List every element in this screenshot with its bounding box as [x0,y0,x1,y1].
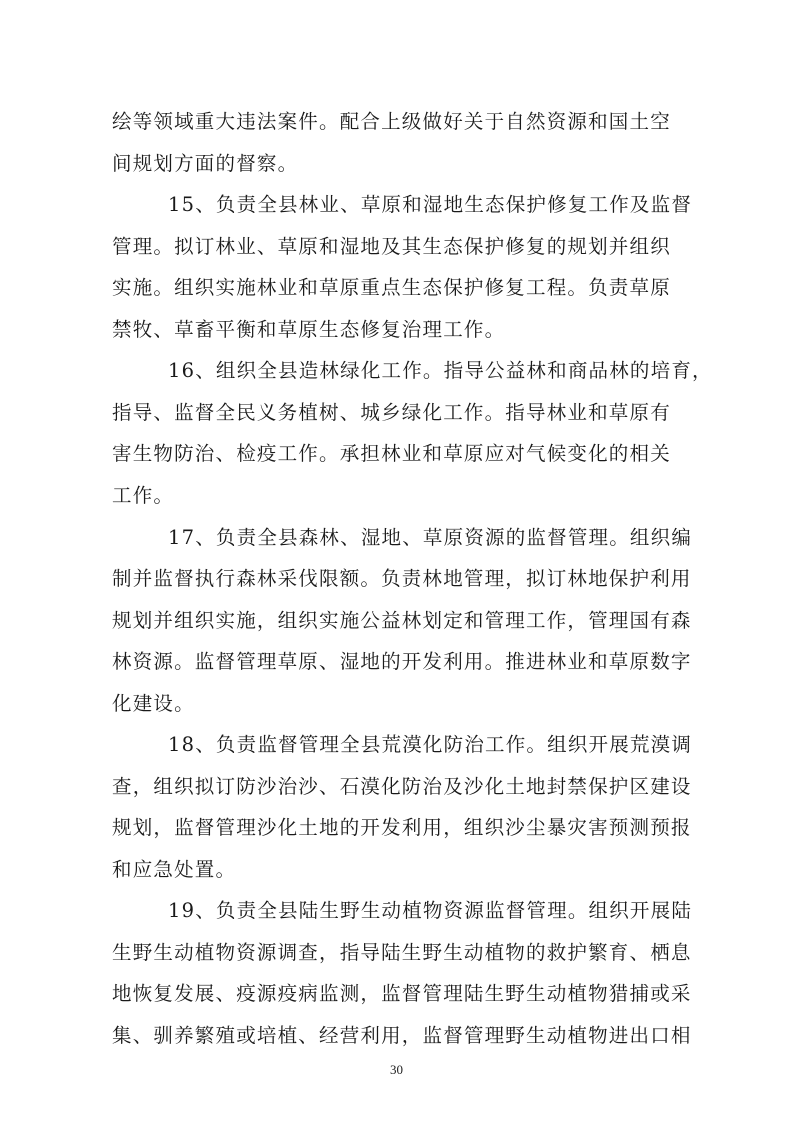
text-line: 地恢复发展、疫源疫病监测，监督管理陆生野生动植物猎捕或采 [112,982,692,1005]
page-number: 30 [390,1062,403,1077]
paragraph-18-first-line: 18、负责监督管理全县荒漠化防治工作。组织开展荒漠调 [168,733,693,756]
text-line: 工作。 [112,484,175,507]
text-line: 绘等领域重大违法案件。配合上级做好关于自然资源和国土空 [112,110,671,133]
text-line: 间规划方面的督察。 [112,152,299,175]
text-line: 查，组织拟订防沙治沙、石漠化防治及沙化土地封禁保护区建设 [112,775,692,798]
paragraph-15-first-line: 15、负责全县林业、草原和湿地生态保护修复工作及监督 [168,193,693,216]
text-line: 规划，监督管理沙化土地的开发利用，组织沙尘暴灾害预测预报 [112,816,692,839]
text-line: 害生物防治、检疫工作。承担林业和草原应对气候变化的相关 [112,442,671,465]
text-line: 管理。拟订林业、草原和湿地及其生态保护修复的规划并组织 [112,235,671,258]
paragraph-17-first-line: 17、负责全县森林、湿地、草原资源的监督管理。组织编 [168,526,693,549]
text-line: 林资源。监督管理草原、湿地的开发利用。推进林业和草原数字 [112,650,692,673]
text-line: 和应急处置。 [112,858,237,881]
paragraph-19-first-line: 19、负责全县陆生野生动植物资源监督管理。组织开展陆 [168,899,693,922]
text-line: 集、驯养繁殖或培植、经营利用，监督管理野生动植物进出口相 [112,1024,692,1047]
text-line: 规划并组织实施，组织实施公益林划定和管理工作，管理国有森 [112,609,692,632]
text-line: 指导、监督全民义务植树、城乡绿化工作。指导林业和草原有 [112,401,671,424]
text-line: 实施。组织实施林业和草原重点生态保护修复工程。负责草原 [112,276,671,299]
text-line: 禁牧、草畜平衡和草原生态修复治理工作。 [112,318,506,341]
text-line: 化建设。 [112,692,195,715]
text-line: 生野生动植物资源调查，指导陆生野生动植物的救护繁育、栖息 [112,941,692,964]
text-line: 制并监督执行森林采伐限额。负责林地管理，拟订林地保护利用 [112,567,692,590]
paragraph-16-first-line: 16、组织全县造林绿化工作。指导公益林和商品林的培育， [168,359,713,382]
